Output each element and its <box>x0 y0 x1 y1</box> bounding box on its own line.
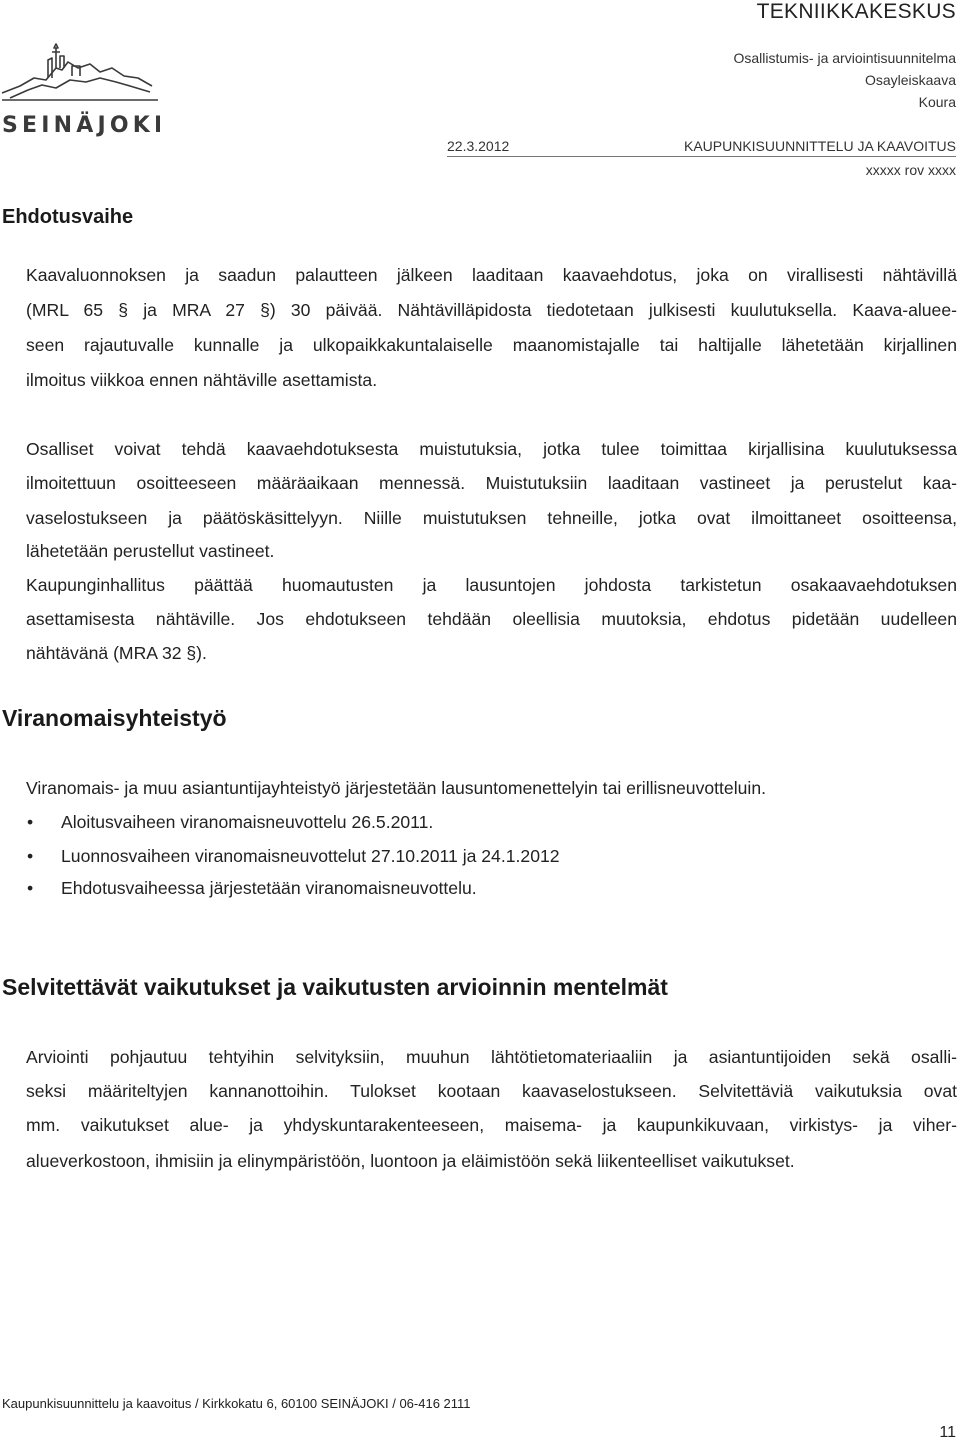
list-item: Ehdotusvaiheessa järjestetään viranomaisneuvottelu. <box>61 878 477 898</box>
paragraph-line: mm. vaikutukset alue- ja yhdyskuntarakenteeseen, maisema- ja kaupunkikuvaan, virkistys- ja viher- <box>26 1115 957 1135</box>
plan-type: Osayleiskaava <box>864 72 956 88</box>
paragraph-line: nähtävänä (MRA 32 §). <box>26 643 207 663</box>
footer-contact: Kaupunkisuunnittelu ja kaavoitus / Kirkkokatu 6, 60100 SEINÄJOKI / 06-416 2111 <box>2 1396 471 1411</box>
paragraph-line: seksi määriteltyjen kannanottoihin. Tulokset kootaan kaavaselostukseen. Selvitettäviä vaikutuksia ovat <box>26 1081 957 1101</box>
paragraph-line: ilmoitettuun osoitteeseen määräaikaan mennessä. Muistutuksiin laaditaan vastineet ja perustelut kaa- <box>26 473 957 493</box>
paragraph-line: alueverkostoon, ihmisiin ja elinympäristöön, luontoon ja eläimistöön sekä liikenteelliset vaikutukset. <box>26 1151 795 1171</box>
department-title: TEKNIIKKAKESKUS <box>756 0 956 23</box>
document-date: 22.3.2012 <box>447 138 510 154</box>
bullet-marker: • <box>27 878 34 898</box>
paragraph-line: lähetetään perustellut vastineet. <box>26 541 275 561</box>
document-type: Osallistumis- ja arviointisuunnitelma <box>733 50 956 66</box>
list-item: Aloitusvaiheen viranomaisneuvottelu 26.5.2011. <box>61 812 434 832</box>
paragraph-line: seen rajautuvalle kunnalle ja ulkopaikkakuntalaiselle maanomistajalle tai haltijalle lähetetään kirjallinen <box>26 335 957 355</box>
paragraph-line: Osalliset voivat tehdä kaavaehdotuksesta muistutuksia, jotka tulee toimittaa kirjallisina kuulutuksessa <box>26 439 957 459</box>
section-heading-ehdotusvaihe: Ehdotusvaihe <box>2 206 134 228</box>
paragraph-line: Arviointi pohjautuu tehtyihin selvityksiin, muuhun lähtötietomateriaaliin ja asiantuntijoiden sekä osalli- <box>26 1047 957 1067</box>
bullet-marker: • <box>27 812 34 832</box>
list-item: Luonnosvaiheen viranomaisneuvottelut 27.10.2011 ja 24.1.2012 <box>61 846 560 866</box>
paragraph-line: vaselostukseen ja päätöskäsittelyyn. Niille muistutuksen tehneille, jotka ovat ilmoittaneet osoitteensa, <box>26 508 957 528</box>
plan-area: Koura <box>918 94 956 110</box>
paragraph-line: (MRL 65 § ja MRA 27 §) 30 päivää. Nähtävilläpidosta tiedotetaan julkisesti kuulutuksella. Kaava-aluee- <box>26 300 957 320</box>
paragraph-line: Kaupunginhallitus päättää huomautusten ja lausuntojen johdosta tarkistetun osakaavaehdotuksen <box>26 575 957 595</box>
city-skyline-icon <box>0 38 160 138</box>
unit-name: KAUPUNKISUUNNITTELU JA KAAVOITUS <box>683 138 956 154</box>
paragraph-line: ilmoitus viikkoa ennen nähtäville asettamista. <box>26 370 378 390</box>
paragraph-line: asettamisesta nähtäville. Jos ehdotukseen tehdään oleellisia muutoksia, ehdotus pidetään uudelleen <box>26 609 957 629</box>
logo-wordmark: SEINÄJOKI <box>2 113 160 138</box>
header-divider <box>447 156 956 157</box>
paragraph-line: Viranomais- ja muu asiantuntijayhteistyö järjestetään lausuntomenettelyin tai erillisneuvotteluin. <box>26 778 766 798</box>
page-number: 11 <box>939 1424 956 1441</box>
seinajoki-logo <box>0 38 160 138</box>
document-reference: xxxxx rov xxxx <box>865 162 956 178</box>
section-heading-viranomaisyhteistyo: Viranomaisyhteistyö <box>2 705 227 731</box>
bullet-marker: • <box>27 846 34 866</box>
paragraph-line: Kaavaluonnoksen ja saadun palautteen jälkeen laaditaan kaavaehdotus, joka on virallisesti nähtävillä <box>26 265 957 285</box>
section-heading-selvitettavat-vaikutukset: Selvitettävät vaikutukset ja vaikutusten arvioinnin mentelmät <box>2 974 668 1000</box>
